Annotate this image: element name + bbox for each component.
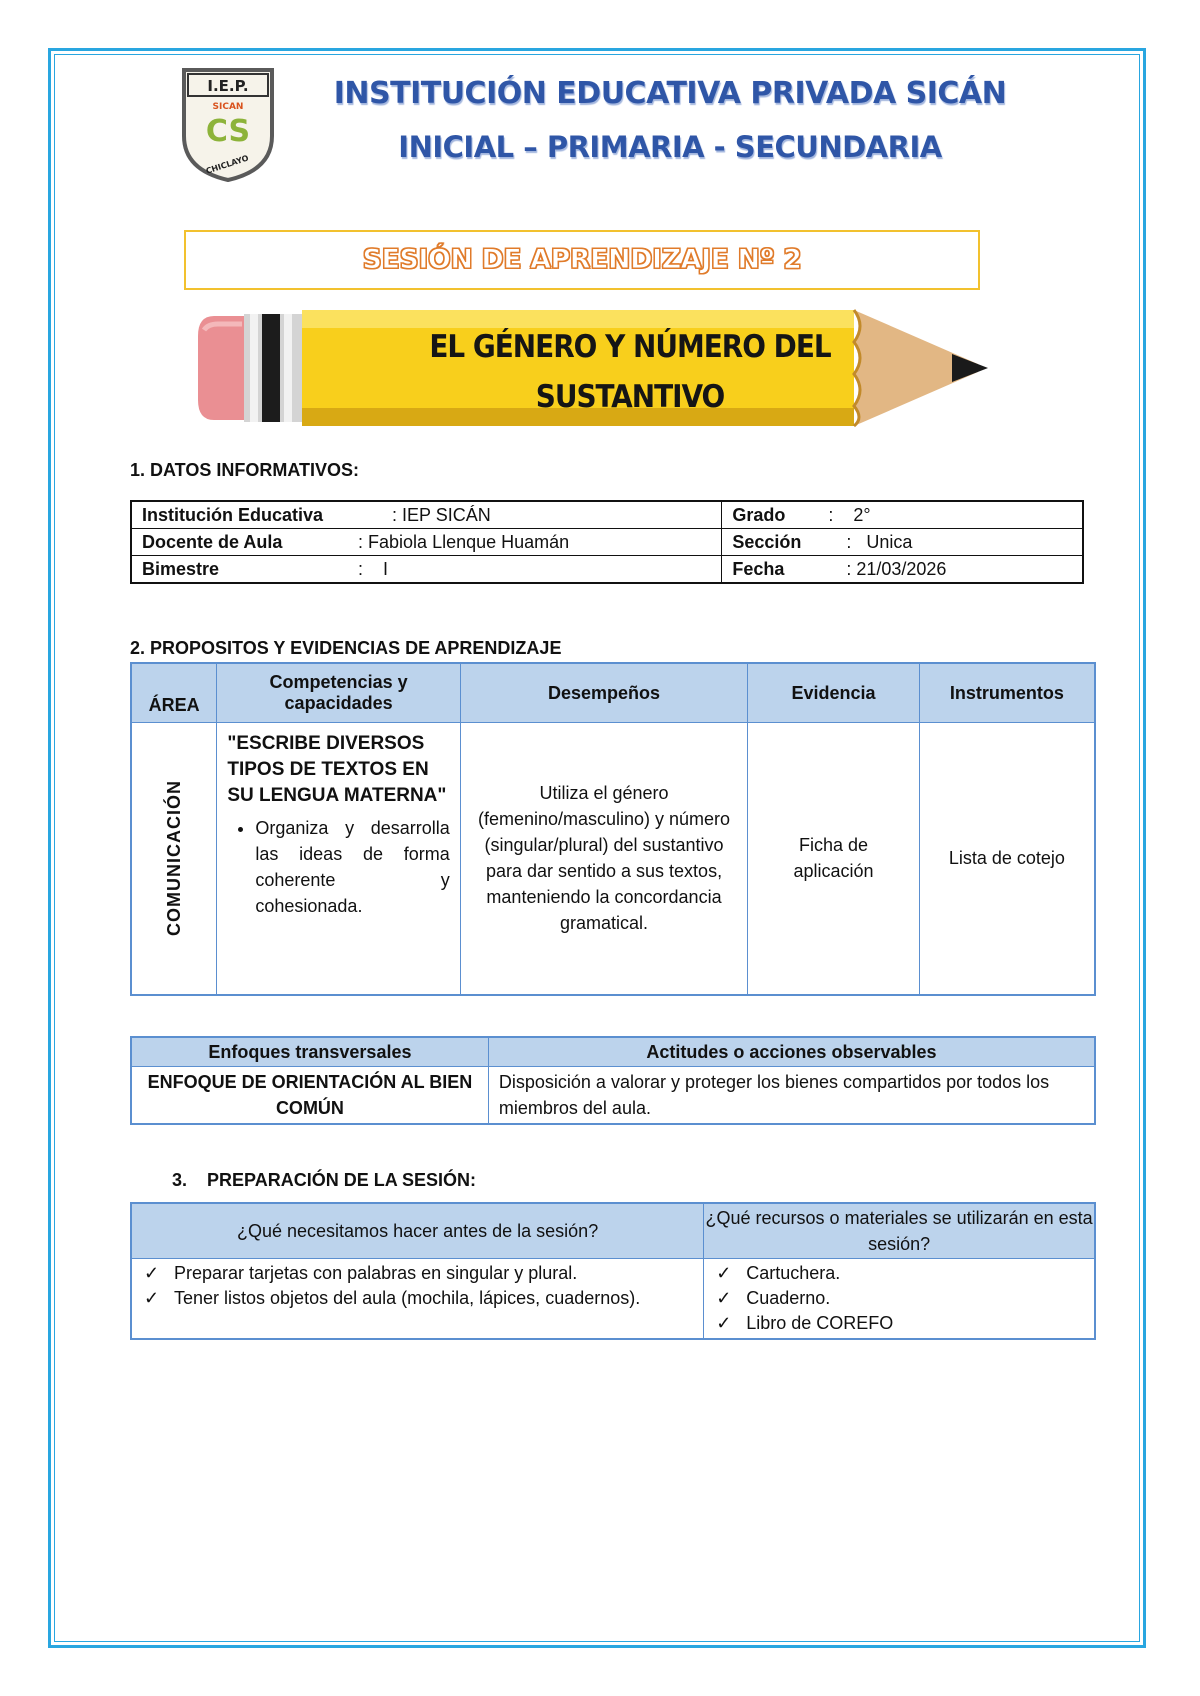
cell-grado: Grado : 2° xyxy=(722,501,1083,529)
before-list xyxy=(140,1261,695,1311)
list-item: ✓ Tener listos objetos del aula (mochila, lápices, cuadernos). xyxy=(140,1286,695,1311)
check-icon: ✓ xyxy=(144,1263,160,1283)
table-row xyxy=(131,501,1083,529)
session-topic-line1: EL GÉNERO Y NÚMERO DEL xyxy=(429,329,831,365)
col-enfoques: Enfoques transversales xyxy=(131,1037,488,1067)
enfoques-table xyxy=(130,1036,1096,1125)
list-item: ✓ Cartuchera. xyxy=(712,1261,1086,1286)
section3-heading: 3. PREPARACIÓN DE LA SESIÓN: xyxy=(172,1170,477,1190)
competency-title: "ESCRIBE DIVERSOS TIPOS DE TEXTOS EN SU LENGUA MATERNA" xyxy=(227,733,447,806)
session-topic xyxy=(380,322,880,422)
actitud-cell: Disposición a valorar y proteger los bienes compartidos por todos los miembros del aula. xyxy=(488,1067,1095,1125)
table-row xyxy=(131,1067,1095,1125)
datos-informativos-table xyxy=(130,500,1084,584)
col-recursos: ¿Qué recursos o materiales se utilizarán en esta sesión? xyxy=(704,1203,1095,1259)
logo-iep-text: I.E.P. xyxy=(207,77,249,95)
table-header-row xyxy=(131,1037,1095,1067)
institution-title: INSTITUCIÓN EDUCATIVA PRIVADA SICÁN xyxy=(333,76,1007,111)
materials-cell xyxy=(704,1259,1095,1340)
col-area: ÁREA xyxy=(131,663,217,723)
cell-bimestre: Bimestre : I xyxy=(131,556,722,584)
area-label: COMUNICACIÓN xyxy=(163,780,184,937)
col-desempenos: Desempeños xyxy=(460,663,747,723)
check-icon: ✓ xyxy=(716,1313,732,1333)
logo-chiclayo-text: CHICLAYO xyxy=(204,153,250,176)
section1-heading: 1. DATOS INFORMATIVOS: xyxy=(130,460,360,480)
performance-cell: Utiliza el género (femenino/masculino) y número (singular/plural) del sustantivo para dar sentido a sus textos, manteniendo la concordancia gramatical. xyxy=(460,723,747,995)
cell-fecha: Fecha : 21/03/2026 xyxy=(722,556,1083,584)
check-icon: ✓ xyxy=(716,1288,732,1308)
materials-list xyxy=(712,1261,1086,1336)
table-row xyxy=(131,1259,1095,1340)
area-cell xyxy=(131,723,217,995)
cell-institucion: Institución Educativa : IEP SICÁN xyxy=(131,501,722,529)
cell-docente: Docente de Aula : Fabiola Llenque Huamán xyxy=(131,529,722,556)
col-actitudes: Actitudes o acciones observables xyxy=(488,1037,1095,1067)
table-row xyxy=(131,556,1083,584)
enfoque-cell: ENFOQUE DE ORIENTACIÓN AL BIEN COMÚN xyxy=(131,1067,488,1125)
session-topic-line2: SUSTANTIVO xyxy=(535,379,725,415)
school-logo xyxy=(180,66,276,184)
list-item: ✓ Preparar tarjetas con palabras en singular y plural. xyxy=(140,1261,695,1286)
list-item: ✓ Libro de COREFO xyxy=(712,1311,1086,1336)
col-antes: ¿Qué necesitamos hacer antes de la sesión? xyxy=(131,1203,704,1259)
preparacion-table xyxy=(130,1202,1096,1340)
propositos-table xyxy=(130,662,1096,996)
logo-sican-text: SICAN xyxy=(212,102,244,112)
check-icon: ✓ xyxy=(144,1288,160,1308)
session-title-box xyxy=(184,230,980,290)
institution-levels: INICIAL – PRIMARIA - SECUNDARIA xyxy=(398,130,942,164)
evidence-cell: Ficha de aplicación xyxy=(748,723,920,995)
logo-cs-text: CS xyxy=(205,114,251,149)
table-row xyxy=(131,723,1095,995)
col-instrumentos: Instrumentos xyxy=(919,663,1095,723)
competency-cell xyxy=(217,723,460,995)
table-header-row xyxy=(131,1203,1095,1259)
table-header-row xyxy=(131,663,1095,723)
cell-seccion: Sección : Unica xyxy=(722,529,1083,556)
col-evidencia: Evidencia xyxy=(748,663,920,723)
instrument-cell: Lista de cotejo xyxy=(919,723,1095,995)
before-cell xyxy=(131,1259,704,1340)
section2-heading: 2. PROPOSITOS Y EVIDENCIAS DE APRENDIZAJE xyxy=(130,638,562,658)
table-row xyxy=(131,529,1083,556)
list-item: ✓ Cuaderno. xyxy=(712,1286,1086,1311)
session-title: SESIÓN DE APRENDIZAJE Nº 2 xyxy=(362,244,802,275)
capacity-list xyxy=(227,815,449,919)
col-competencias: Competencias y capacidades xyxy=(217,663,460,723)
capacity-item: • Organiza y desarrolla las ideas de forma coherente y cohesionada. xyxy=(255,815,449,919)
check-icon: ✓ xyxy=(716,1263,732,1283)
